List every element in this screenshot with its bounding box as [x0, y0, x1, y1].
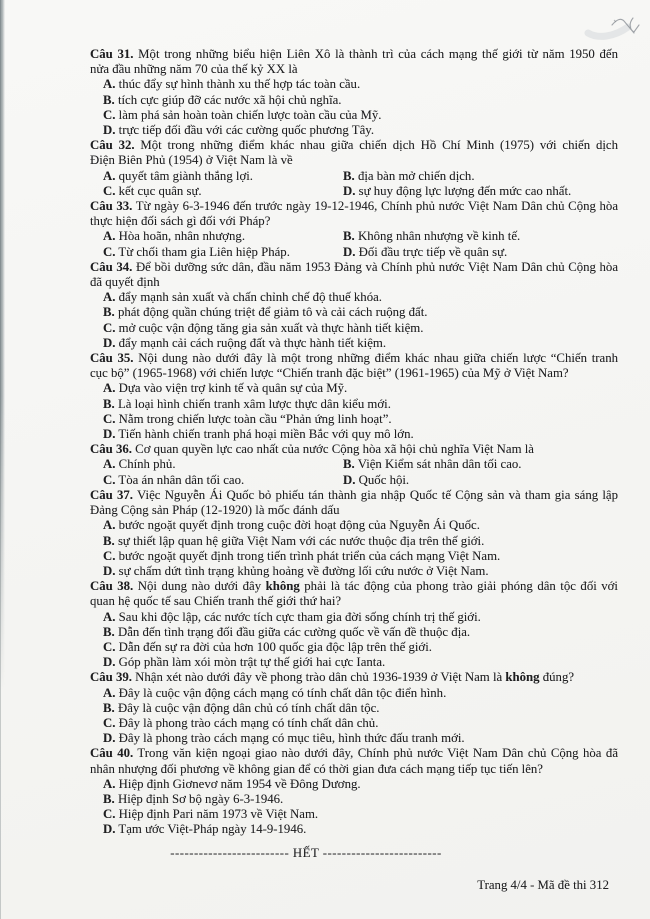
option-letter: C. [103, 472, 116, 487]
question-list [90, 47, 618, 838]
question [90, 442, 618, 488]
option-letter: B. [103, 305, 115, 320]
question [90, 351, 618, 442]
answer-option: B. Hiệp định Sơ bộ ngày 6-3-1946. [103, 791, 284, 806]
answer-option: D. sự huy động lực lượng đến mức cao nhất. [343, 183, 572, 198]
answer-option: D. sự chấm dứt tình trạng khủng hoảng về đường lối cứu nước ở Việt Nam. [103, 563, 489, 578]
option-letter: D. [103, 427, 116, 442]
question-stem-line [90, 488, 618, 503]
option-letter: D. [103, 822, 116, 837]
answer-option: C. Hiệp định Pari năm 1973 về Việt Nam. [103, 807, 319, 822]
question-stem-line [90, 746, 618, 761]
answer-option: C. kết cục quân sự. [103, 183, 202, 198]
option-letter: C. [103, 183, 116, 198]
question [90, 47, 618, 138]
answer-option: D. Tạm ước Việt-Pháp ngày 14-9-1946. [103, 822, 307, 837]
stem-text: nhân nhượng đối phương về không gian để có thời gian đưa cách mạng tiếp tục tiến lên? [90, 761, 543, 776]
question-stem-line [90, 670, 618, 685]
option-letter: C. [103, 548, 116, 563]
stem-text: Một trong những điểm khác nhau giữa chiến dịch Hồ Chí Minh (1975) với chiến dịch [140, 138, 618, 153]
answer-option: C. Dẫn đến sự ra đời của hơn 100 quốc gia độc lập trên thế giới. [103, 639, 432, 654]
option-letter: A. [103, 229, 116, 244]
answer-option: B. Dẫn đến tình trạng đối đầu giữa các cường quốc về vấn đề thuộc địa. [103, 624, 471, 639]
question-number: Câu 35. [90, 351, 134, 366]
page-number-label: Trang 4/4 - Mã đề thi 312 [477, 877, 609, 892]
answer-option: A. Đây là cuộc vận động cách mạng có tính chất dân tộc điển hình. [103, 685, 447, 700]
answer-option: C. Tòa án nhân dân tối cao. [103, 472, 245, 487]
option-letter: C. [103, 411, 116, 426]
option-letter: B. [103, 396, 115, 411]
option-letter: B. [343, 168, 355, 183]
answer-option: A. quyết tâm giành thắng lợi. [103, 168, 254, 183]
option-letter: A. [103, 77, 116, 92]
option-row [90, 245, 618, 260]
answer-option: B. Đây là cuộc vận động dân chủ có tính chất dân tộc. [103, 700, 380, 715]
option-row [90, 473, 618, 488]
stem-text: Nội dung nào dưới đây là một trong những điểm khác nhau giữa chiến lược “Chiến tranh [138, 351, 619, 366]
stem-text: Để bồi dưỡng sức dân, đầu năm 1953 Đảng và Chính phủ nước Việt Nam Dân chủ Cộng hòa [135, 259, 619, 274]
option-letter: D. [103, 731, 116, 746]
answer-option: D. đẩy mạnh cải cách ruộng đất và thực hành tiết kiệm. [103, 335, 387, 350]
stem-text: quan hệ quốc tế sau Chiến tranh thế giới thứ hai? [90, 594, 342, 609]
question-number: Câu 33. [90, 199, 133, 214]
question [90, 199, 618, 260]
stem-text: đã quyết định [90, 275, 160, 290]
option-letter: B. [343, 457, 355, 472]
question-number: Câu 32. [90, 138, 135, 153]
stem-text: đúng? [539, 670, 575, 685]
answer-option: B. địa bàn mở chiến dịch. [343, 168, 475, 183]
answer-option: B. Là loại hình chiến tranh xâm lược thực dân kiểu mới. [103, 396, 391, 411]
option-letter: C. [103, 107, 116, 122]
option-letter: C. [103, 807, 116, 822]
question-stem-line [90, 351, 618, 366]
question-number: Câu 38. [90, 579, 134, 594]
question-stem-line [90, 214, 618, 229]
option-row [90, 229, 618, 244]
stem-text: Một trong những biểu hiện Liên Xô là thành trì của cách mạng thế giới từ năm 1950 đến [138, 47, 618, 61]
answer-option: C. Từ chối tham gia Liên hiệp Pháp. [103, 244, 290, 259]
question-number: Câu 40. [90, 746, 134, 761]
stem-text: không [265, 579, 300, 594]
option-letter: A. [103, 168, 116, 183]
answer-option: B. Viện Kiểm sát nhân dân tối cao. [343, 457, 522, 472]
answer-option: D. Tiến hành chiến tranh phá hoại miền Bắc với quy mô lớn. [103, 427, 414, 442]
option-letter: C. [103, 320, 116, 335]
answer-option: A. đẩy mạnh sản xuất và chấn chỉnh chế độ thuế khóa. [103, 290, 382, 305]
answer-option: D. Đối đầu trực tiếp về quân sự. [343, 244, 508, 259]
question-stem-line [90, 62, 618, 77]
question-stem-line [90, 762, 618, 777]
stem-text: phải là tác động của phong trào giải phóng dân tộc đối với [299, 579, 618, 594]
option-letter: D. [343, 244, 356, 259]
answer-option: C. mở cuộc vận động tăng gia sản xuất và thực hành tiết kiệm. [103, 320, 424, 335]
question-number: Câu 34. [90, 259, 133, 274]
option-letter: B. [103, 791, 115, 806]
pen-scribble-mark [584, 6, 642, 48]
question-stem-line [90, 138, 618, 153]
end-divider: ------------------------- HẾT ------------------------- [170, 845, 442, 860]
option-letter: A. [103, 776, 116, 791]
question [90, 746, 618, 837]
answer-option: C. làm phá sản hoàn toàn chiến lược toàn cầu của Mỹ. [103, 107, 382, 122]
option-letter: B. [103, 533, 115, 548]
answer-option: D. trực tiếp đối đầu với các cường quốc phương Tây. [103, 123, 375, 138]
option-letter: A. [103, 609, 116, 624]
answer-option: A. Dựa vào viện trợ kinh tế và quân sự của Mỹ. [103, 381, 348, 396]
answer-option: A. bước ngoặt quyết định trong cuộc đời hoạt động của Nguyễn Ái Quốc. [103, 518, 480, 533]
stem-text: Việc Nguyễn Ái Quốc bỏ phiếu tán thành gia nhập Quốc tế Cộng sản và tham gia sáng lập [137, 487, 619, 502]
stem-text: thực hiện đối sách gì đối với Pháp? [90, 214, 271, 229]
option-letter: A. [103, 290, 116, 305]
option-letter: A. [103, 685, 116, 700]
option-row [90, 457, 618, 472]
question [90, 260, 618, 351]
question [90, 670, 618, 746]
option-row [90, 184, 618, 199]
option-row [90, 169, 618, 184]
answer-option: B. phát động quần chúng triệt để giảm tô và cải cách ruộng đất. [103, 305, 428, 320]
stem-text: cục bộ” (1965-1968) với chiến lược “Chiến tranh đặc biệt” (1961-1965) của Mỹ ở Việt Nam? [90, 366, 569, 381]
question [90, 488, 618, 579]
option-letter: B. [103, 624, 115, 639]
stem-text: Điện Biên Phủ (1954) ở Việt Nam là về [90, 153, 293, 168]
question-number: Câu 39. [90, 670, 132, 685]
question-number: Câu 36. [90, 442, 132, 457]
answer-option: C. Nằm trong chiến lược toàn cầu “Phản ứng linh hoạt”. [103, 411, 392, 426]
stem-text: Đảng Cộng sản Pháp (12-1920) là mốc đánh dấu [90, 503, 340, 518]
question-stem-line [90, 579, 618, 594]
exam-content [90, 47, 618, 893]
option-letter: D. [343, 183, 356, 198]
stem-text: Nội dung nào dưới đây [137, 579, 266, 594]
answer-option: A. Hiệp định Giơnevơ năm 1954 về Đông Dương. [103, 776, 361, 791]
option-letter: D. [103, 655, 116, 670]
answer-option: A. Hòa hoãn, nhân nhượng. [103, 229, 246, 244]
option-letter: C. [103, 715, 116, 730]
option-letter: C. [103, 244, 116, 259]
stem-text: Trong văn kiện ngoại giao nào dưới đây, Chính phủ nước Việt Nam Dân chủ Cộng hòa đã [137, 746, 619, 761]
option-letter: D. [103, 563, 116, 578]
option-letter: C. [103, 639, 116, 654]
answer-option: A. Sau khi độc lập, các nước tích cực tham gia đời sống chính trị thế giới. [103, 609, 481, 624]
option-letter: B. [103, 92, 115, 107]
question-number: Câu 37. [90, 487, 134, 502]
question [90, 579, 618, 670]
option-letter: A. [103, 457, 116, 472]
answer-option: C. Đây là phong trào cách mạng có tính chất dân chủ. [103, 715, 379, 730]
option-letter: B. [343, 229, 355, 244]
stem-text: không [505, 670, 540, 685]
option-letter: D. [343, 472, 356, 487]
answer-option: D. Góp phần làm xói mòn trật tự thế giới hai cực Ianta. [103, 655, 386, 670]
option-letter: D. [103, 335, 116, 350]
answer-option: D. Quốc hội. [343, 472, 410, 487]
stem-text: nửa đầu những năm 70 của thế kỷ XX là [90, 62, 298, 77]
answer-option: B. tích cực giúp đỡ các nước xã hội chủ nghĩa. [103, 92, 342, 107]
option-letter: D. [103, 123, 116, 138]
option-letter: B. [103, 700, 115, 715]
answer-option: B. Không nhân nhượng về kinh tế. [343, 229, 521, 244]
question-stem-line [90, 153, 618, 168]
scan-edge-line [0, 0, 1, 919]
question-stem-line [90, 260, 618, 275]
question [90, 138, 618, 199]
question-number: Câu 31. [90, 47, 134, 61]
question-stem-line [90, 199, 618, 214]
question-stem-line [90, 503, 618, 518]
question-stem-line [90, 47, 618, 62]
answer-option: A. thúc đẩy sự hình thành xu thế hợp tác toàn cầu. [103, 77, 361, 92]
answer-option: B. sự thiết lập quan hệ giữa Việt Nam với các nước thuộc địa trên thế giới. [103, 533, 485, 548]
answer-option: C. bước ngoặt quyết định trong tiến trình phát triển của cách mạng Việt Nam. [103, 548, 501, 563]
question-stem-line [90, 594, 618, 609]
answer-option: A. Chính phủ. [103, 457, 176, 472]
question-stem-line [90, 366, 618, 381]
question-stem-line [90, 442, 618, 457]
option-letter: A. [103, 518, 116, 533]
answer-option: D. Đây là phong trào cách mạng có mục tiêu, hình thức đấu tranh mới. [103, 731, 465, 746]
option-letter: A. [103, 381, 116, 396]
stem-text: Cơ quan quyền lực cao nhất của nước Cộng hòa xã hội chủ nghĩa Việt Nam là [135, 442, 534, 457]
question-stem-line [90, 275, 618, 290]
stem-text: Nhận xét nào dưới đây về phong trào dân chủ 1936-1939 ở Việt Nam là [135, 670, 506, 685]
stem-text: Từ ngày 6-3-1946 đến trước ngày 19-12-1946, Chính phủ nước Việt Nam Dân chủ Cộng hòa [135, 199, 618, 214]
